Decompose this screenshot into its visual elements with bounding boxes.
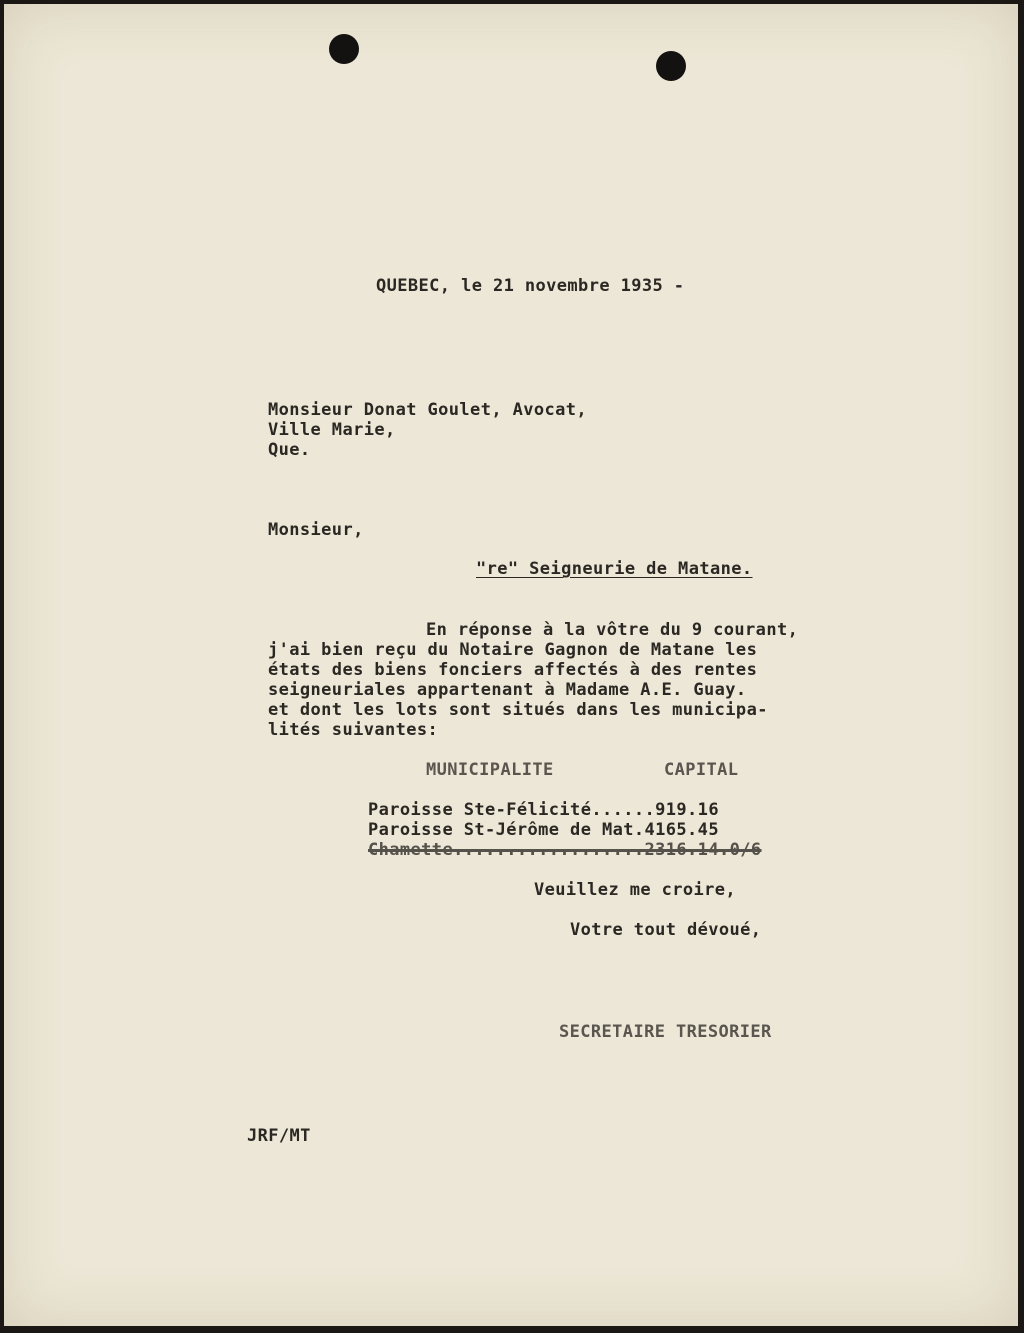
- address-line-3: Que.: [268, 440, 311, 460]
- punch-hole-left: [329, 34, 359, 64]
- address-line-1: Monsieur Donat Goulet, Avocat,: [268, 400, 588, 420]
- letter-page: [4, 4, 1018, 1326]
- table-row-struck: Chamette..................2316.14.0/6: [368, 840, 762, 860]
- punch-hole-right: [656, 51, 686, 81]
- typist-initials: JRF/MT: [247, 1126, 311, 1146]
- table-header-capital: CAPITAL: [664, 760, 739, 780]
- subject-line: "re" Seigneurie de Matane.: [476, 559, 753, 579]
- table-row-1: Paroisse Ste-Félicité......919.16: [368, 800, 719, 820]
- salutation: Monsieur,: [268, 520, 364, 540]
- address-line-2: Ville Marie,: [268, 420, 396, 440]
- signature-title: SECRETAIRE TRESORIER: [559, 1022, 772, 1042]
- table-row-2: Paroisse St-Jérôme de Mat.4165.45: [368, 820, 719, 840]
- closing-line-1: Veuillez me croire,: [534, 880, 737, 900]
- body-line-3: états des biens fonciers affectés à des rentes: [268, 660, 758, 680]
- table-header-municipalite: MUNICIPALITE: [426, 760, 554, 780]
- body-line-5: et dont les lots sont situés dans les municipa-: [268, 700, 768, 720]
- body-line-2: j'ai bien reçu du Notaire Gagnon de Matane les: [268, 640, 758, 660]
- dateline: QUEBEC, le 21 novembre 1935 -: [376, 276, 685, 296]
- body-line-4: seigneuriales appartenant à Madame A.E. Guay.: [268, 680, 747, 700]
- body-line-6: lités suivantes:: [268, 720, 439, 740]
- body-line-1: En réponse à la vôtre du 9 courant,: [426, 620, 799, 640]
- closing-line-2: Votre tout dévoué,: [570, 920, 762, 940]
